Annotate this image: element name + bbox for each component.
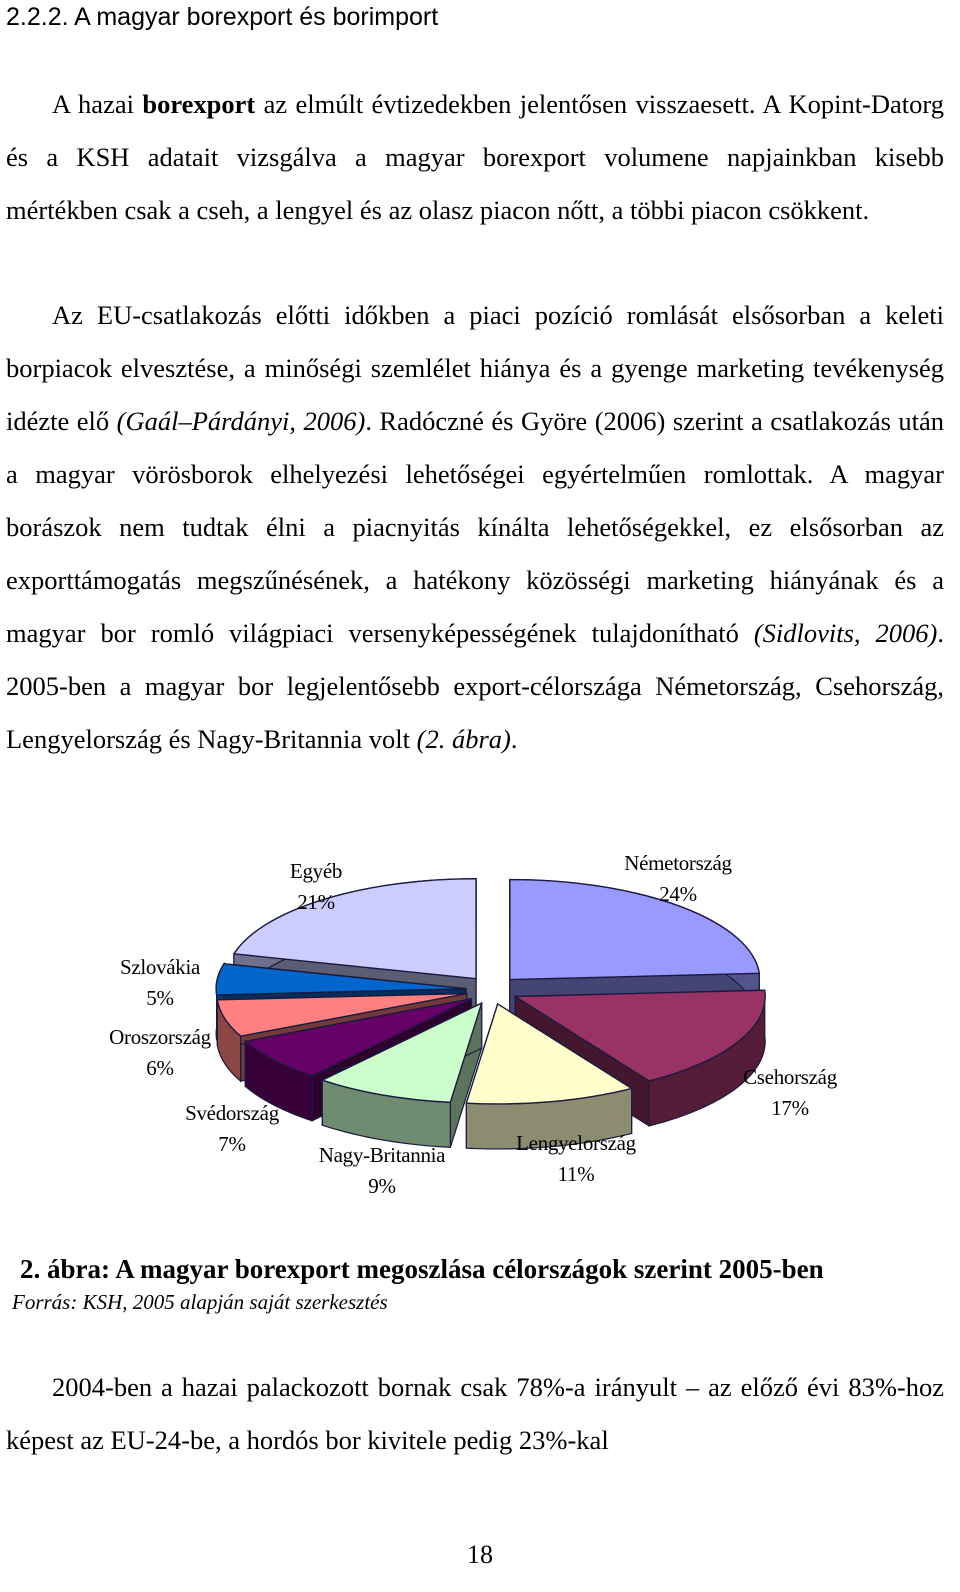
pie-label-value: 24%	[659, 882, 697, 906]
pie-label-name: Oroszország	[109, 1025, 211, 1049]
paragraph-eu-accession	[6, 289, 944, 766]
text-run: az elmúlt évtizedekben jelentősen visszaesett. A Kopint-Datorg és a KSH adatait vizsgálva a magyar borexport volumene napjainkban kisebb mértékben csak a cseh, a lengyel és az olasz piacon nőtt, a többi piacon csökkent.	[6, 89, 944, 225]
pie-label-name: Egyéb	[289, 859, 343, 883]
paragraph-2004: 2004-ben a hazai palackozott bornak csak 78%-a irányult – az előző évi 83%-hoz képest az EU-24-be, a hordós bor kivitele pedig 23%-kal	[6, 1372, 944, 1455]
text-run: . Radóczné és Györe (2006) szerint a csatlakozás után a magyar vörösborok elhelyezési lehetőségei egyértelműen romlottak. A magyar borászok nem tudtak élni a piacnyitás kínálta lehetőségekkel, ez elsősorban az exporttámogatás megszűnésének, a hatékony közösségi marketing hiányának és a magyar bor romló világpiaci versenyképességének tulajdonítható	[6, 406, 945, 648]
pie-label-n-metorsz-g	[588, 848, 768, 910]
pie-label-sv-dorsz-g	[142, 1098, 322, 1160]
pie-label-name: Németország	[624, 851, 732, 875]
citation: (Sidlovits, 2006)	[753, 618, 938, 648]
citation: (Gaál–Párdányi, 2006)	[116, 406, 366, 436]
pie-chart	[0, 840, 960, 1230]
pie-label-value: 6%	[146, 1056, 174, 1080]
text-run: .	[510, 724, 518, 754]
text-run: A hazai	[52, 89, 143, 119]
pie-label-oroszorsz-g	[70, 1022, 250, 1084]
pie-label-egy-b	[226, 856, 406, 918]
text-run: . 2005-ben a magyar bor legjelentősebb export-célországa Németország, Csehország, Lengyelország és Nagy-Britannia volt	[6, 618, 944, 754]
pie-label-name: Szlovákia	[119, 955, 201, 979]
page-number: 18	[467, 1540, 493, 1569]
pie-label-value: 7%	[218, 1132, 246, 1156]
pie-label-value: 17%	[771, 1096, 809, 1120]
pie-label-name: Lengyelország	[516, 1131, 636, 1155]
pie-label-value: 9%	[368, 1174, 396, 1198]
pie-label-csehorsz-g	[700, 1062, 880, 1124]
pie-label-value: 5%	[146, 986, 174, 1010]
section-heading: 2.2.2. A magyar borexport és borimport	[6, 3, 439, 31]
pie-label-value: 11%	[557, 1162, 595, 1186]
pie-label-name: Csehország	[743, 1065, 837, 1089]
bold-term: borexport	[142, 89, 256, 119]
pie-label-name: Svédország	[185, 1101, 279, 1125]
pie-label-szlov-kia	[70, 952, 250, 1014]
figure-caption: 2. ábra: A magyar borexport megoszlása célországok szerint 2005-ben	[20, 1254, 824, 1284]
text-run: Az EU-csatlakozás előtti időkben a piaci pozíció romlását elsősorban a keleti borpiacok elvesztése, a minőségi szemlélet hiánya és a gyenge marketing tevékenység idézte elő	[6, 300, 944, 436]
pie-label-lengyelorsz-g	[486, 1128, 666, 1190]
figure-source: Forrás: KSH, 2005 alapján saját szerkesztés	[12, 1290, 388, 1314]
paragraph-borexport	[6, 78, 944, 237]
pie-label-name: Nagy-Britannia	[318, 1143, 446, 1167]
figure-reference: (2. ábra)	[416, 724, 511, 754]
pie-label-value: 21%	[297, 890, 335, 914]
